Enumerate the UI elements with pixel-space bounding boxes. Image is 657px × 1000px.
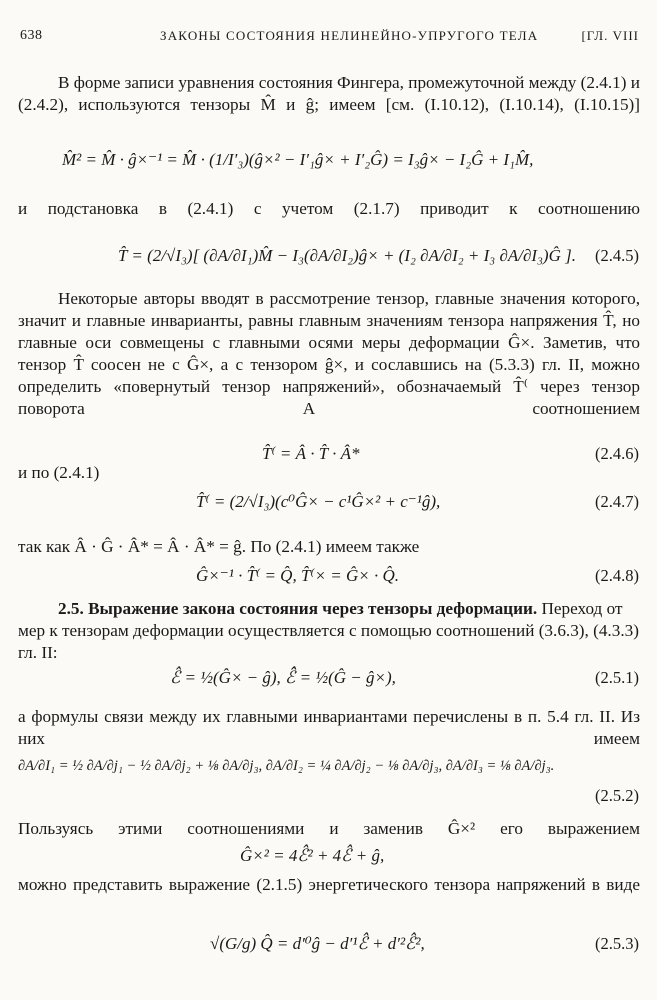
equation-number-2-4-8: (2.4.8) <box>595 566 639 585</box>
paragraph-since: так как Â · Ĝ · Â* = Â · Â* = ĝ. По (2.4.1) имеем также <box>18 537 420 556</box>
chapter-label: [ГЛ. VIII <box>581 28 639 43</box>
section-heading-2-5: 2.5. Выражение закона состояния через тензоры деформации. <box>58 599 538 618</box>
paragraph-by-2-4-1: и по (2.4.1) <box>18 463 100 482</box>
equation-2-4-5: T̂ = (2/√I₃)[ (∂A/∂I₁)M̂ − I₃(∂A/∂I₂)ĝ× + (I₂ ∂A/∂I₂ + I₃ ∂A/∂I₃)Ĝ ]. <box>118 246 576 265</box>
section-2-5-paragraph <box>18 598 640 664</box>
equation-m-squared: M̂² = M̂ · ĝ×⁻¹ = M̂ · (1/I′₃)(ĝ×² − I′₁ĝ× + I′₂Ĝ) = I₃ĝ× − I₂Ĝ + I₁M̂, <box>62 150 534 169</box>
paragraph-invariants: а формулы связи между их главными инвариантами перечислены в п. 5.4 гл. II. Из них имеем <box>18 707 640 748</box>
equation-2-5-2: ∂A/∂I₁ = ½ ∂A/∂j₁ − ½ ∂A/∂j₂ + ⅛ ∂A/∂j₃, ∂A/∂I₂ = ¼ ∂A/∂j₂ − ⅛ ∂A/∂j₃, ∂A/∂I₃ = ⅛ ∂A/∂j₃. <box>18 758 555 774</box>
running-header <box>20 28 639 50</box>
equation-g-squared: Ĝ×² = 4ℰ̂² + 4ℰ̂ + ĝ, <box>240 846 385 865</box>
equation-2-4-8: Ĝ×⁻¹ · T̂⁽ = Q̂, T̂⁽× = Ĝ× · Q̂. <box>196 566 400 585</box>
paragraph-finger-form: В форме записи уравнения состояния Фингера, промежуточной между (2.4.1) и (2.4.2), используются тензоры M̂ и ĝ; имеем [см. (I.10.12), (I.10.14), (I.10.15)] <box>18 73 640 114</box>
section-2-5-text: Переход от мер к тензорам деформации осуществляется с помощью соотношений (3.6.3), (4.3.3) гл. II: <box>18 599 639 662</box>
equation-number-2-4-7: (2.4.7) <box>595 492 639 511</box>
equation-number-2-5-2: (2.5.2) <box>595 786 639 805</box>
equation-2-5-1: ℰ̂ = ½(Ĝ× − ĝ), ℰ̂̂ = ½(Ĝ − ĝ×), <box>170 668 396 687</box>
running-title: ЗАКОНЫ СОСТОЯНИЯ НЕЛИНЕЙНО-УПРУГОГО ТЕЛА <box>160 28 539 43</box>
equation-number-2-4-6: (2.4.6) <box>595 444 639 463</box>
equation-number-2-4-5: (2.4.5) <box>595 246 639 265</box>
equation-2-4-6: T̂⁽ = Â · T̂ · Â* <box>262 444 360 463</box>
paragraph-substitution: и подстановка в (2.4.1) с учетом (2.1.7) приводит к соотношению <box>18 199 640 218</box>
paragraph-rotated-tensor: Некоторые авторы вводят в рассмотрение тензор, главные значения которого, значит и главные инварианты, равны главным значениям тензора напряжения T̂, но главные оси совмещены с главными осями меры деформации Ĝ×. Заметив, что тензор T̂ соосен не с Ĝ×, а с тензором ĝ×, и сославшись на (5.3.3) гл. II, можно определить «повернутый тензор напряжений», обозначаемый T̂⁽ через тензор поворота A соотношением <box>18 289 640 418</box>
equation-number-2-5-3: (2.5.3) <box>595 934 639 953</box>
paragraph-using-relations: Пользуясь этими соотношениями и заменив Ĝ×² его выражением <box>18 819 640 838</box>
equation-2-4-7: T̂⁽ = (2/√I₃)(c⁰Ĝ× − c¹Ĝ×² + c⁻¹ĝ), <box>196 492 441 511</box>
equation-2-5-3: √(G/g) Q̂ = d′⁰ĝ − d′¹ℰ̂ + d′²ℰ̂², <box>210 934 425 953</box>
page-number: 638 <box>20 28 43 43</box>
equation-number-2-5-1: (2.5.1) <box>595 668 639 687</box>
paragraph-energy-tensor: можно представить выражение (2.1.5) энергетического тензора напряжений в виде <box>18 875 640 894</box>
